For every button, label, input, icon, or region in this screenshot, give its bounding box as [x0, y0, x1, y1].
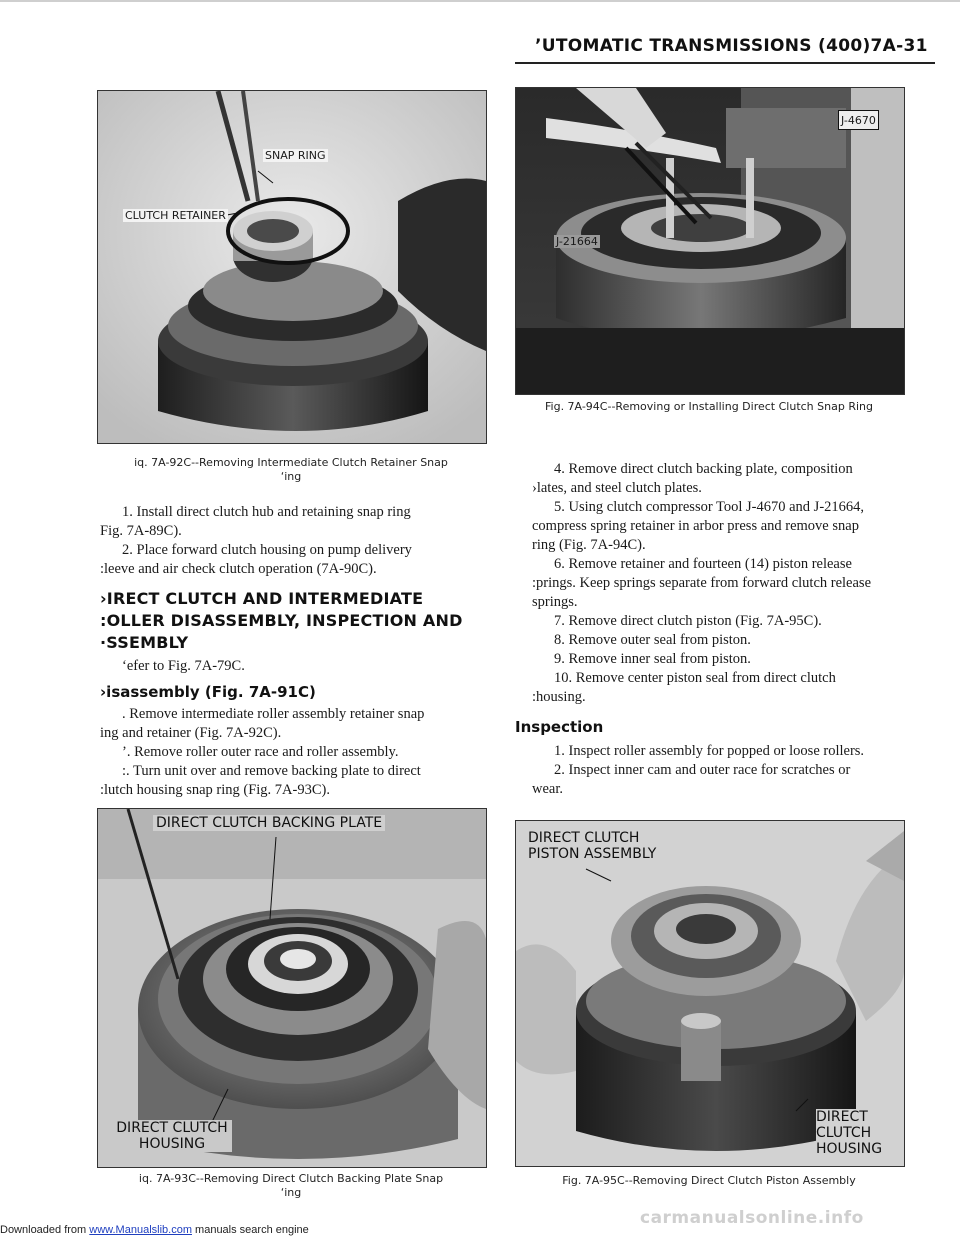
section-heading	[100, 588, 488, 654]
clutch-retainer-illustration	[98, 91, 486, 443]
figure-93c-photo	[97, 808, 487, 1168]
step-10-cont: :housing.	[532, 689, 586, 705]
piston-label-line1: DIRECT CLUTCH	[528, 830, 640, 846]
tool-j4670-label	[838, 110, 879, 130]
left-column-top-steps	[100, 503, 488, 579]
inspection-heading: Inspection	[515, 718, 604, 736]
step-install-hub-cont: Fig. 7A-89C).	[100, 523, 182, 539]
section-heading-line2: :OLLER DISASSEMBLY, INSPECTION AND	[100, 611, 463, 630]
disassembly-step-1-cont: ing and retainer (Fig. 7A-92C).	[100, 725, 282, 741]
footer-suffix: manuals search engine	[191, 1224, 309, 1236]
inspection-step-2: 2. Inspect inner cam and outer race for scratches or	[554, 762, 851, 778]
clutch-retainer-label: CLUTCH RETAINER	[125, 209, 226, 222]
page-header: ’UTOMATIC TRANSMISSIONS (400)7A-31	[535, 36, 928, 56]
housing-right-label	[816, 1109, 882, 1157]
step-place-housing: 2. Place forward clutch housing on pump delivery	[122, 542, 412, 558]
housing-right-line3: HOUSING	[816, 1141, 883, 1157]
snap-ring-label: SNAP RING	[265, 149, 326, 162]
step-4-cont: ›lates, and steel clutch plates.	[532, 480, 702, 496]
figure-95c-photo	[515, 820, 905, 1167]
disassembly-step-2: ’. Remove roller outer race and roller assembly.	[122, 744, 399, 760]
disassembly-heading: ›isassembly (Fig. 7A-91C)	[100, 683, 316, 701]
housing-right-line2: CLUTCH	[816, 1125, 872, 1141]
disassembly-steps	[100, 705, 488, 800]
header-rule	[515, 62, 935, 64]
step-8: 8. Remove outer seal from piston.	[554, 632, 751, 648]
figure-93c-caption-line2: ‘ing	[280, 1186, 302, 1199]
figure-94c-photo	[515, 87, 905, 395]
figure-92c-caption-line2: ‘ing	[280, 470, 302, 483]
step-6: 6. Remove retainer and fourteen (14) piston release	[554, 556, 852, 572]
backing-plate-illustration	[98, 809, 486, 1167]
piston-assembly-label	[528, 830, 656, 862]
refer-text: ‘efer to Fig. 7A-79C.	[122, 658, 245, 674]
backing-plate-label-text: DIRECT CLUTCH BACKING PLATE	[156, 815, 383, 831]
step-9: 9. Remove inner seal from piston.	[554, 651, 751, 667]
backing-plate-label	[153, 815, 385, 831]
housing-label-line1: DIRECT CLUTCH	[116, 1120, 228, 1136]
step-5: 5. Using clutch compressor Tool J-4670 and J-21664,	[554, 499, 865, 515]
inspection-step-1: 1. Inspect roller assembly for popped or loose rollers.	[554, 743, 865, 759]
inspection-steps	[532, 742, 904, 799]
piston-label-line2: PISTON ASSEMBLY	[528, 846, 657, 862]
section-heading-line3: ·SSEMBLY	[100, 633, 189, 652]
disassembly-step-3: :. Turn unit over and remove backing plate to direct	[122, 763, 421, 779]
disassembly-step-1: . Remove intermediate roller assembly retainer snap	[122, 706, 425, 722]
step-6-cont-2: springs.	[532, 594, 578, 610]
direct-clutch-housing-label	[112, 1120, 232, 1152]
tool-j21664-label: J-21664	[556, 235, 598, 248]
housing-label-line2: HOUSING	[138, 1136, 206, 1152]
figure-94c-caption: Fig. 7A-94C--Removing or Installing Direct Clutch Snap Ring	[545, 400, 873, 413]
section-heading-line1: ›IRECT CLUTCH AND INTERMEDIATE	[100, 589, 424, 608]
top-border	[0, 0, 960, 2]
right-column-steps	[532, 460, 904, 707]
footer-prefix: Downloaded from	[0, 1224, 90, 1236]
manualslib-link[interactable]: www.Manualslib.com	[89, 1224, 192, 1236]
step-7: 7. Remove direct clutch piston (Fig. 7A-95C).	[554, 613, 822, 629]
footer	[0, 1224, 309, 1236]
tool-j4670-text: J-4670	[841, 114, 876, 127]
step-5-cont-2: ring (Fig. 7A-94C).	[532, 537, 646, 553]
figure-95c-caption: Fig. 7A-95C--Removing Direct Clutch Piston Assembly	[562, 1174, 856, 1187]
watermark: carmanualsonline.info	[640, 1208, 864, 1228]
step-5-cont-1: compress spring retainer in arbor press and remove snap	[532, 518, 859, 534]
inspection-step-2-cont: wear.	[532, 781, 563, 797]
figure-92c-photo	[97, 90, 487, 444]
disassembly-step-3-cont: :lutch housing snap ring (Fig. 7A-93C).	[100, 782, 330, 798]
step-10: 10. Remove center piston seal from direct clutch	[554, 670, 836, 686]
step-6-cont-1: :prings. Keep springs separate from forward clutch release	[532, 575, 872, 591]
figure-93c-caption-line1: iq. 7A-93C--Removing Direct Clutch Backing Plate Snap	[138, 1172, 444, 1185]
step-install-hub: 1. Install direct clutch hub and retaining snap ring	[122, 504, 411, 520]
housing-right-line1: DIRECT	[816, 1109, 868, 1125]
step-4: 4. Remove direct clutch backing plate, composition	[554, 461, 853, 477]
figure-92c-caption-line1: iq. 7A-92C--Removing Intermediate Clutch Retainer Snap	[134, 456, 448, 469]
step-place-housing-cont: :leeve and air check clutch operation (7A-90C).	[100, 561, 377, 577]
